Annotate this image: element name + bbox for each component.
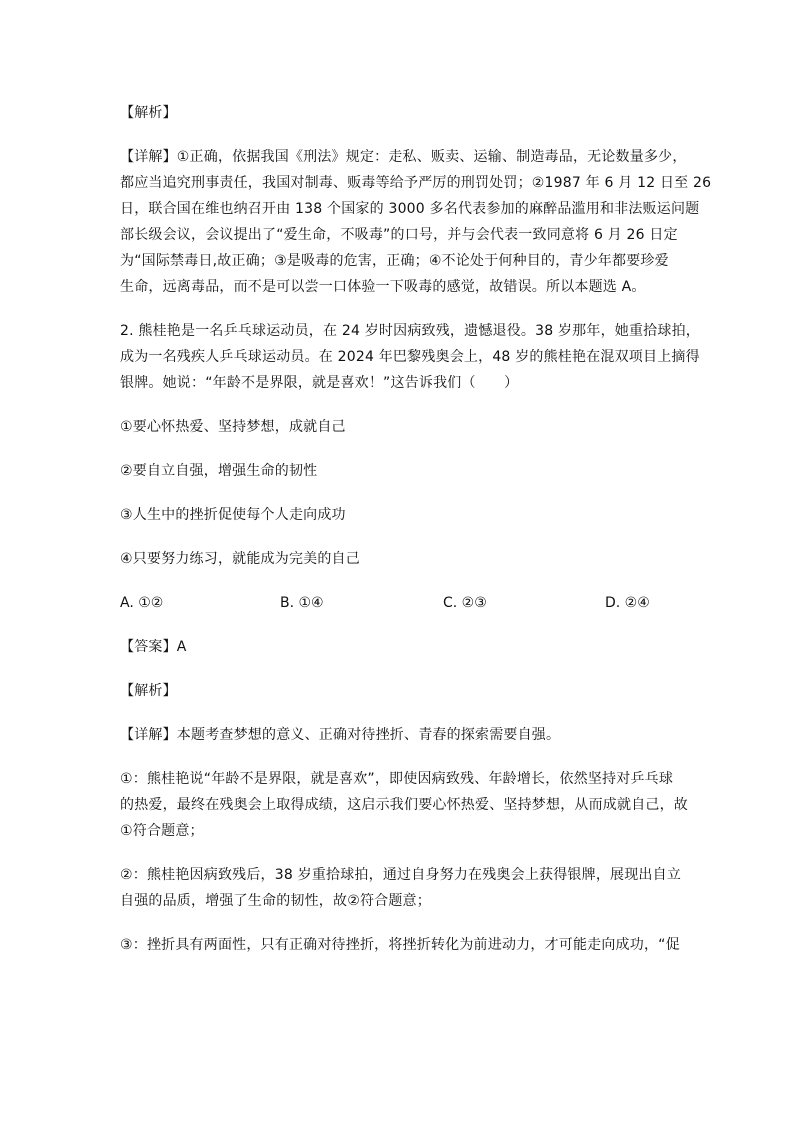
q2-option-a: A. ①② <box>120 595 164 611</box>
q2-point-1-line: ①：熊桂艳说“年龄不是界限，就是喜欢”，即使因病致残、年龄增长，依然坚持对乒乓球 <box>120 771 674 787</box>
q2-point-1-line: 的热爱，最终在残奥会上取得成绩，这启示我们要心怀热爱、坚持梦想，从而成就自己，故 <box>120 797 688 813</box>
q1-detail-line: 部长级会议，会议提出了“爱生命，不吸毒”的口号，并与会代表一致同意将 6 月 26 日定 <box>120 227 678 243</box>
q1-detail-paragraph <box>120 144 712 300</box>
q2-answer: 【答案】A <box>120 639 187 655</box>
document-page <box>120 100 712 976</box>
q1-detail-line: 为“国际禁毒日,故正确；③是吸毒的危害，正确；④不论处于何种目的，青少年都要珍爱 <box>120 253 669 269</box>
q2-detail: 【详解】本题考查梦想的意义、正确对待挫折、青春的探索需要自强。 <box>120 727 561 743</box>
q2-options <box>120 590 680 616</box>
q2-analysis-label: 【解析】 <box>120 683 177 699</box>
q1-detail-line: 都应当追究刑事责任，我国对制毒、贩毒等给予严厉的刑罚处罚；②1987 年 6 月 12 日至 26 <box>120 175 712 191</box>
q2-stem-line: 2. 熊桂艳是一名乒乓球运动员，在 24 岁时因病致残，遗憾退役。38 岁那年，她重拾球拍， <box>120 323 700 339</box>
q2-point-2-line: ②：熊桂艳因病致残后，38 岁重拾球拍，通过自身努力在残奥会上获得银牌，展现出自立 <box>120 867 682 883</box>
q2-stem-line: 成为一名残疾人乒乓球运动员。在 2024 年巴黎残奥会上，48 岁的熊桂艳在混双项目上摘得 <box>120 349 700 365</box>
q2-stem-line: 银牌。她说：“年龄不是界限，就是喜欢！”这告诉我们（ ） <box>120 375 519 391</box>
q2-statement-3: ③人生中的挫折促使每个人走向成功 <box>120 507 346 523</box>
q1-analysis-label: 【解析】 <box>120 105 177 121</box>
q2-statement-4: ④只要努力练习，就能成为完美的自己 <box>120 551 360 567</box>
q2-point-2 <box>120 862 680 914</box>
q1-detail-line: 日，联合国在维也纳召开由 138 个国家的 3000 多名代表参加的麻醉品滥用和非法贩运问题 <box>120 201 700 217</box>
q2-statement-1: ①要心怀热爱、坚持梦想，成就自己 <box>120 419 346 435</box>
q2-point-2-line: 自强的品质，增强了生命的韧性，故②符合题意； <box>120 893 431 909</box>
q2-point-1 <box>120 766 688 844</box>
q2-point-3-line: ③：挫折具有两面性，只有正确对待挫折，将挫折转化为前进动力，才可能走向成功，“促 <box>120 937 680 953</box>
q2-option-b: B. ①④ <box>280 595 324 611</box>
q2-stem <box>120 318 700 396</box>
q2-point-1-line: ①符合题意； <box>120 823 204 839</box>
q2-option-d: D. ②④ <box>605 595 650 611</box>
q2-point-3 <box>120 932 680 958</box>
q1-detail-line: 【详解】①正确，依据我国《刑法》规定：走私、贩卖、运输、制造毒品，无论数量多少， <box>120 149 687 165</box>
q2-statement-2: ②要自立自强，增强生命的韧性 <box>120 463 318 479</box>
q1-detail-line: 生命，远离毒品，而不是可以尝一口体验一下吸毒的感觉，故错误。所以本题选 A。 <box>120 279 646 295</box>
q2-option-c: C. ②③ <box>443 595 487 611</box>
